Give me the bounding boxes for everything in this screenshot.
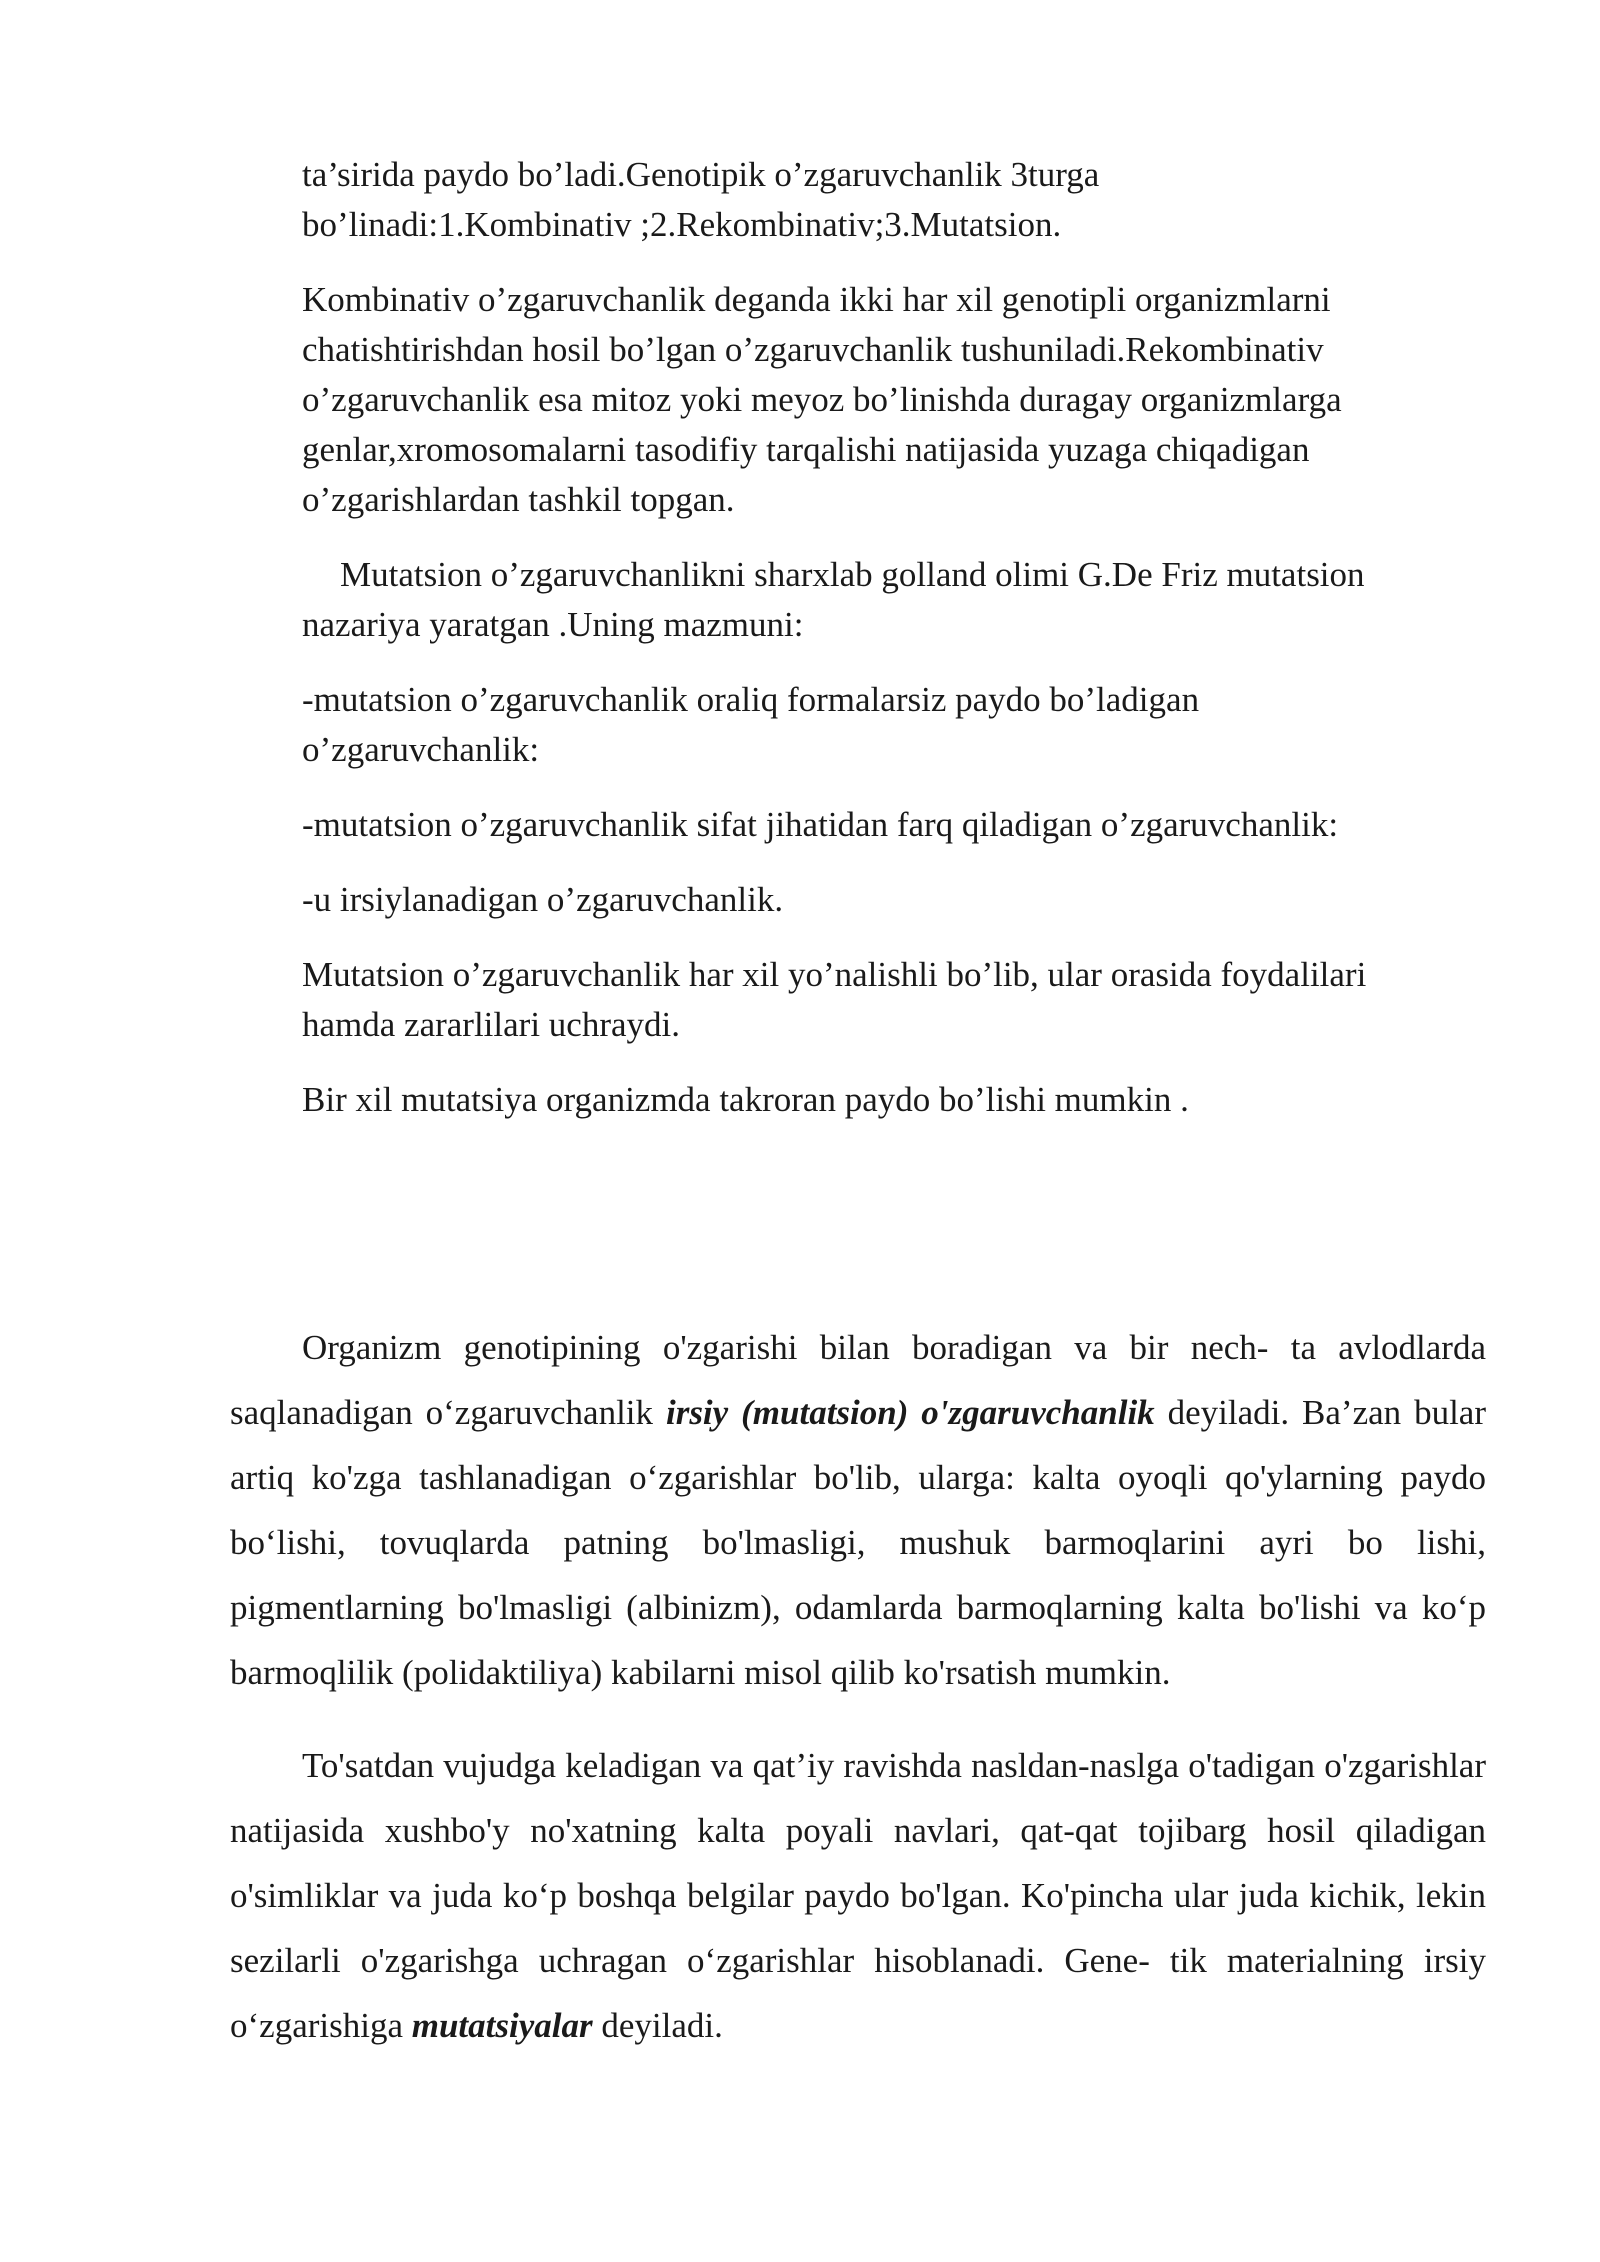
- text-line: hamda zararlilari uchraydi.: [302, 1005, 680, 1044]
- text-line: ta’sirida paydo bo’ladi.Genotipik o’zgaruvchanlik 3turga: [302, 155, 1100, 194]
- text-line: bo’linadi:1.Kombinativ ;2.Rekombinativ;3.Mutatsion.: [302, 205, 1062, 244]
- paragraph-de-vries: [302, 550, 1502, 650]
- paragraph-hereditary-variability: [230, 1315, 1486, 1705]
- emphasis-term: mutatsiyalar: [411, 2006, 593, 2045]
- paragraph-repeat-mutation: [302, 1075, 1502, 1125]
- text-line: Bir xil mutatsiya organizmda takroran paydo bo’lishi mumkin .: [302, 1080, 1189, 1119]
- text-line: o’zgaruvchanlik esa mitoz yoki meyoz bo’linishda duragay organizmlarga: [302, 380, 1342, 419]
- paragraph-combinative: [302, 275, 1502, 525]
- text-line: genlar,xromosomalarni tasodifiy tarqalishi natijasida yuzaga chiqadigan: [302, 430, 1310, 469]
- text-line: -u irsiylanadigan o’zgaruvchanlik.: [302, 880, 784, 919]
- text-run: To'satdan vujudga keladigan va qat’iy ravishda nasldan-naslga o'tadigan o'zgarishlar natijasida xushbo'y no'xatning kalta poyali navlari, qat-qat tojibarg hosil qiladigan o'simliklar va juda ko‘p boshqa belgilar paydo bo'lgan. Ko'pincha ular juda kichik, lekin sezilarli o'zgarishga uchragan o‘zgarishlar hisoblanadi. Gene- tik materialning irsiy o‘zgarishiga: [230, 1746, 1486, 2045]
- text-line: -mutatsion o’zgaruvchanlik sifat jihatidan farq qiladigan o’zgaruvchanlik:: [302, 805, 1339, 844]
- paragraph-genotypic-types: [302, 150, 1502, 250]
- text-line: o’zgarishlardan tashkil topgan.: [302, 480, 735, 519]
- emphasis-term: irsiy (mutatsion) o'zgaruvchanlik: [665, 1393, 1155, 1432]
- text-run: Organizm genotipining o'zgarishi bilan boradigan va bir nech- ta avlodlarda saqlanadigan o‘zgaruvchanlik: [230, 1328, 1486, 1432]
- paragraph-directions: [302, 950, 1502, 1050]
- text-line: -mutatsion o’zgaruvchanlik oraliq formalarsiz paydo bo’ladigan: [302, 680, 1200, 719]
- text-line: nazariya yaratgan .Uning mazmuni:: [302, 605, 804, 644]
- text-line: Kombinativ o’zgaruvchanlik deganda ikki har xil genotipli organizmlarni: [302, 280, 1331, 319]
- lower-text-block: [230, 1315, 1486, 2086]
- upper-text-block: [302, 150, 1502, 1150]
- text-run: deyiladi.: [592, 2006, 723, 2045]
- text-line: Mutatsion o’zgaruvchanlikni sharxlab golland olimi G.De Friz mutatsion: [340, 555, 1365, 594]
- list-item-qualitative: [302, 800, 1502, 850]
- text-line: o’zgaruvchanlik:: [302, 730, 540, 769]
- paragraph-mutations-definition: [230, 1733, 1486, 2058]
- text-run: deyiladi. Ba’zan bular artiq ko'zga tashlanadigan o‘zgarishlar bo'lib, ularga: kalta oyoqli qo'ylarning paydo bo‘lishi, tovuqlarda patning bo'lmasligi, mushuk barmoqlarini ayri bo lishi, pigmentlarning bo'lmasligi (albinizm), odamlarda barmoqlarning kalta bo'lishi va ko‘p barmoqlilik (polidaktiliya) kabilarni misol qilib ko'rsatish mumkin.: [230, 1393, 1486, 1692]
- text-line: Mutatsion o’zgaruvchanlik har xil yo’nalishli bo’lib, ular orasida foydalilari: [302, 955, 1367, 994]
- list-item-heritable: [302, 875, 1502, 925]
- list-item-intermediate-forms: [302, 675, 1502, 775]
- text-line: chatishtirishdan hosil bo’lgan o’zgaruvchanlik tushuniladi.Rekombinativ: [302, 330, 1324, 369]
